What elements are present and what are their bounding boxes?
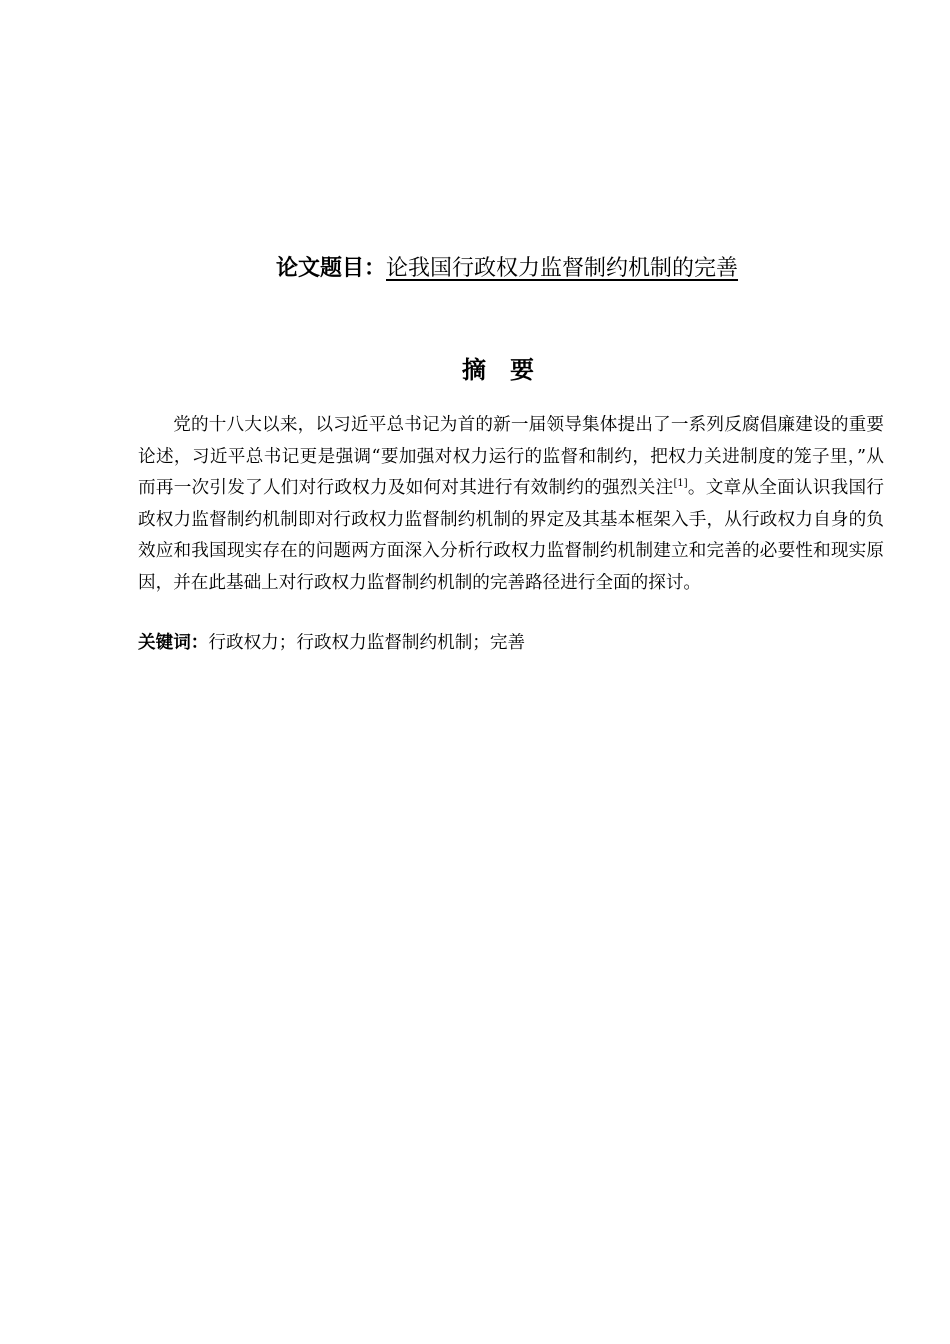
abstract-text-part2: 。文章从全面认识我国行政权力监督制约机制即对行政权力监督制约机制的界定及其基本框架入手，从行政权力自身的负效应和我国现实存在的问题两方面深入分析行政权力监督制约机制建立和完善的必要性和现实原因，并在此基础上对行政权力监督制约机制的完善路径进行全面的探讨。 [138, 478, 884, 593]
thesis-title [0, 252, 950, 286]
thesis-title-text: 论我国行政权力监督制约机制的完善 [386, 256, 739, 281]
abstract-text-part1: 党的十八大以来，以习近平总书记为首的新一届领导集体提出了一系列反腐倡廉建设的重要论述，习近平总书记更是强调“要加强对权力运行的监督和制约，把权力关进制度的笼子里，”从而再一次引发了人们对行政权力及如何对其进行有效制约的强烈关注 [138, 415, 884, 498]
thesis-title-label: 论文题目： [275, 256, 386, 281]
keywords-line [138, 628, 884, 658]
keywords-label: 关键词： [138, 633, 209, 653]
abstract-body [138, 410, 884, 599]
citation-mark: [1] [673, 478, 688, 489]
keywords-value: 行政权力；行政权力监督制约机制；完善 [208, 633, 526, 653]
abstract-heading: 摘要 [462, 356, 558, 384]
